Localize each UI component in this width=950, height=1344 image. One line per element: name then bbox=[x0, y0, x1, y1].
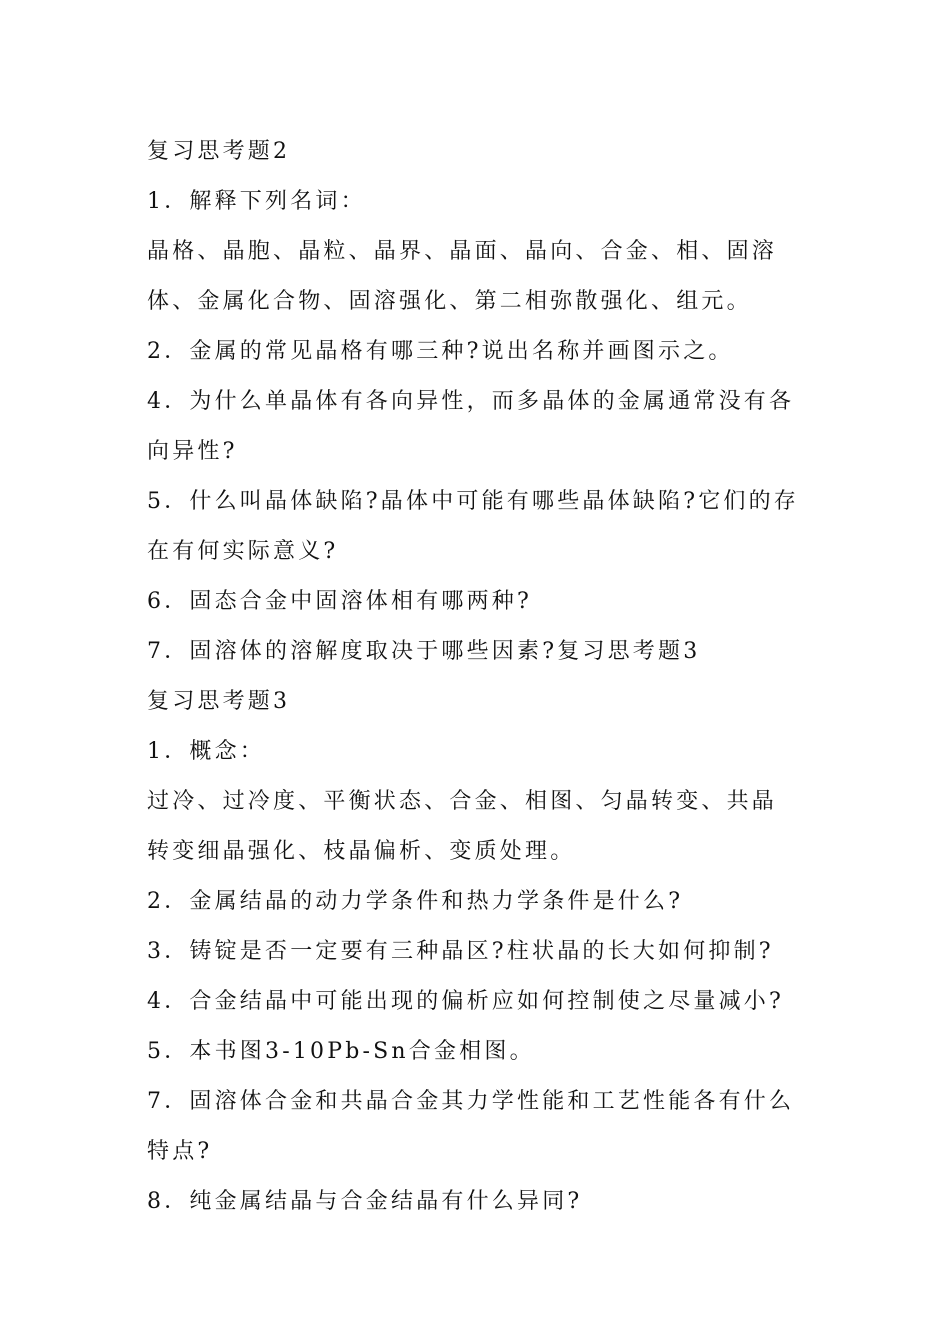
question-4-segregation-control: 4．合金结晶中可能出现的偏析应如何控制使之尽量减小? bbox=[147, 989, 784, 1014]
question-2-crystallization-conditions: 2．金属结晶的动力学条件和热力学条件是什么? bbox=[147, 889, 684, 914]
paragraph-line: 向异性? bbox=[147, 439, 238, 464]
question-2-lattice-types: 2．金属的常见晶格有哪三种?说出名称并画图示之。 bbox=[147, 339, 734, 364]
paragraph-line: 晶格、晶胞、晶粒、晶界、晶面、晶向、合金、相、固溶 bbox=[147, 239, 778, 264]
paragraph-line: 转变细晶强化、枝晶偏析、变质处理。 bbox=[147, 839, 576, 864]
question-6-solid-solution-phases: 6．固态合金中固溶体相有哪两种? bbox=[147, 589, 532, 614]
question-7-solubility-factors: 7．固溶体的溶解度取决于哪些因素?复习思考题3 bbox=[147, 639, 701, 664]
paragraph-line: 体、金属化合物、固溶强化、第二相弥散强化、组元。 bbox=[147, 289, 752, 314]
question-4-anisotropy: 4．为什么单晶体有各向异性，而多晶体的金属通常没有各 bbox=[147, 389, 795, 414]
question-1-term-definitions: 1．解释下列名词： bbox=[147, 189, 366, 214]
question-5-crystal-defects: 5．什么叫晶体缺陷?晶体中可能有哪些晶体缺陷?它们的存 bbox=[147, 489, 799, 514]
paragraph-line: 特点? bbox=[147, 1139, 213, 1164]
section-heading-review-2: 复习思考题2 bbox=[147, 139, 291, 164]
question-5-phase-diagram: 5．本书图3-10Pb-Sn合金相图。 bbox=[147, 1039, 535, 1064]
paragraph-line: 过冷、过冷度、平衡状态、合金、相图、匀晶转变、共晶 bbox=[147, 789, 778, 814]
paragraph-line: 在有何实际意义? bbox=[147, 539, 339, 564]
question-8-crystallization-comparison: 8．纯金属结晶与合金结晶有什么异同? bbox=[147, 1189, 583, 1214]
question-1-concepts: 1．概念： bbox=[147, 739, 265, 764]
section-heading-review-3: 复习思考题3 bbox=[147, 689, 291, 714]
question-3-ingot-zones: 3．铸锭是否一定要有三种晶区?柱状晶的长大如何抑制? bbox=[147, 939, 774, 964]
question-7-alloy-properties: 7．固溶体合金和共晶合金其力学性能和工艺性能各有什么 bbox=[147, 1089, 795, 1114]
